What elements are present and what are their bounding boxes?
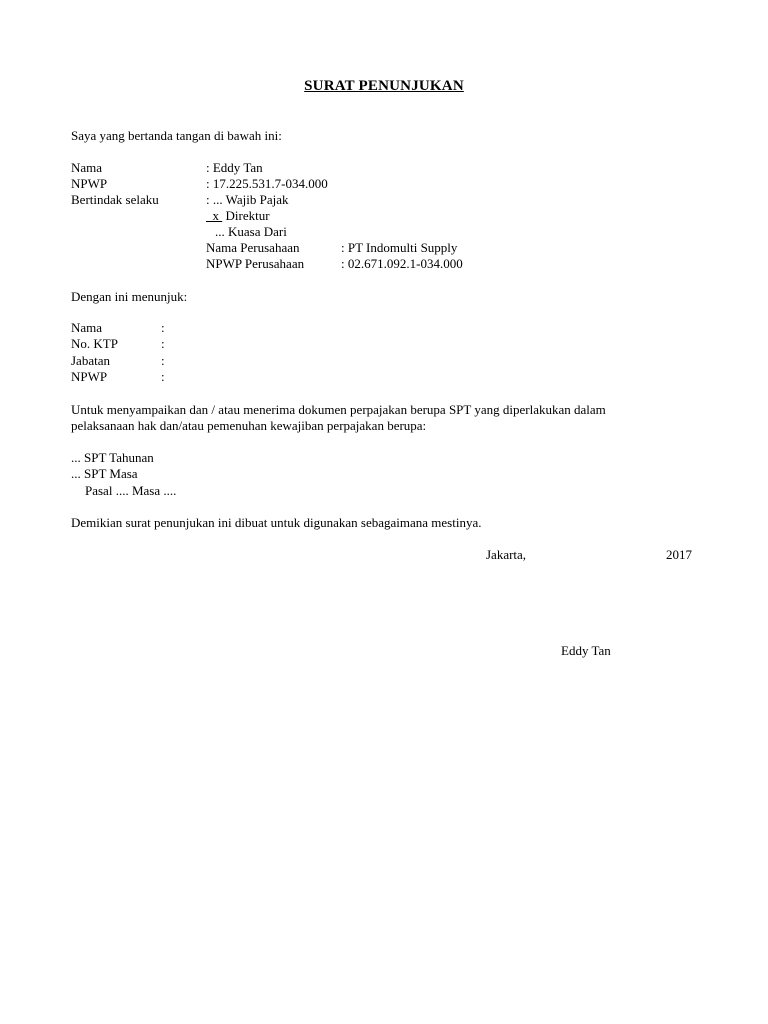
spt-tahunan: ... SPT Tahunan xyxy=(71,450,154,465)
option-direktur xyxy=(206,208,270,224)
appointee-npwp-label: NPWP xyxy=(71,369,108,384)
appointee-ktp-label: No. KTP xyxy=(71,336,118,351)
purpose-line-1: Untuk menyampaikan dan / atau menerima dokumen perpajakan berupa SPT yang diperlakukan dalam xyxy=(71,402,606,417)
appointee-name-colon: : xyxy=(161,320,165,335)
signer-name-label: Nama xyxy=(71,160,103,175)
option-direktur-label: Direktur xyxy=(225,208,270,223)
year-label: 2017 xyxy=(666,547,692,562)
purpose-line-2: pelaksanaan hak dan/atau pemenuhan kewajiban perpajakan berupa: xyxy=(71,418,427,433)
place-label: Jakarta, xyxy=(486,547,527,562)
company-name-label: Nama Perusahaan xyxy=(206,240,300,255)
option-direktur-mark: x xyxy=(212,208,219,223)
signer-role-label: Bertindak selaku xyxy=(71,192,159,207)
company-npwp-label: NPWP Perusahaan xyxy=(206,256,305,271)
appointee-ktp-colon: : xyxy=(161,336,165,351)
option-wajib-pajak: : ... Wajib Pajak xyxy=(206,192,289,207)
appointee-jabatan-colon: : xyxy=(161,353,165,368)
company-name-value: : PT Indomulti Supply xyxy=(341,240,458,255)
spt-masa: ... SPT Masa xyxy=(71,466,138,481)
spt-pasal-masa: Pasal .... Masa .... xyxy=(85,483,177,498)
closing-text: Demikian surat penunjukan ini dibuat untuk digunakan sebagaimana mestinya. xyxy=(71,515,482,530)
appoint-intro: Dengan ini menunjuk: xyxy=(71,289,188,304)
letter-title: SURAT PENUNJUKAN xyxy=(304,78,464,94)
appointee-name-label: Nama xyxy=(71,320,103,335)
appointee-jabatan-label: Jabatan xyxy=(71,353,110,368)
signer-npwp-value: : 17.225.531.7-034.000 xyxy=(206,176,328,191)
intro-text: Saya yang bertanda tangan di bawah ini: xyxy=(71,128,282,143)
appointee-npwp-colon: : xyxy=(161,369,165,384)
signer-name-value: : Eddy Tan xyxy=(206,160,263,175)
signature-name: Eddy Tan xyxy=(561,643,611,658)
company-npwp-value: : 02.671.092.1-034.000 xyxy=(341,256,463,271)
signer-npwp-label: NPWP xyxy=(71,176,108,191)
option-kuasa-dari: ... Kuasa Dari xyxy=(215,224,287,239)
